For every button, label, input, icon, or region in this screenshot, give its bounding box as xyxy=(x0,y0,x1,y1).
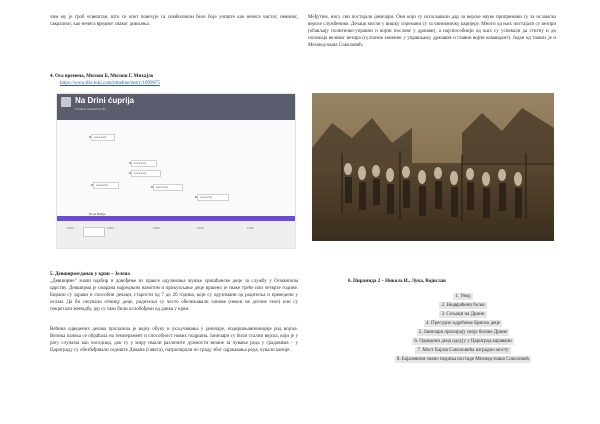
section-6-heading: 6. Пирамида 2 – Никола И., Лука, Војислав xyxy=(348,279,446,284)
timeline-subtitle: Timeline created by Mi... xyxy=(75,107,108,111)
toc-item[interactable]: 4. Пресудно одрећење Бриско деце xyxy=(425,321,501,326)
section-5-paragraph-2: Већина одведених дечака пролазила је војну обуку и укључивања у јаничаре, подвршњавиониције род војске. Велика пажња се обраћала на темперамент и способност нових подршна. Јаничари су били стални војска, који је у рату служила као поседица, док су у миру имали различите дужности везане за чување реда у градовима – у Цариграду су обезбеђивали седиште Дивана (савета), патролирали по граду због одржавања реда, чували капије. xyxy=(50,327,298,353)
timeline-header xyxy=(57,94,295,120)
section-5-paragraph-1: „Девширме" значи одабир и довођење из праксе одузимања мушке хришћанске деце за службу у Османском царству. Девширма је смарана најредњим намотом и прикупљање деце вршено је сваке треће или четврте године. Бирани су здрави и способни дечаци, старости од 7 до 20 година, који су одузимани од родитеља и преведени у ислам. Да би сачували отмицу деце, родитељи су често обележавали синове (некои не догоне телe) или су покретали женидбу, јер су тако били ослобођени од данка у крви. xyxy=(50,279,298,312)
toc-item[interactable]: 3. Сељаци на Дрини xyxy=(441,312,485,317)
table-of-contents xyxy=(377,293,549,365)
timeline-bar-label: Drina Bridge xyxy=(89,212,106,216)
timeline-screenshot xyxy=(56,93,296,249)
timeline-event[interactable]: event entry xyxy=(131,160,157,167)
toc-item[interactable]: 2. Недвраћени бољи xyxy=(441,303,485,308)
toc-item[interactable]: 5. Јаничари прохирају своје бегове Дрине xyxy=(418,330,508,335)
timeline-event[interactable]: event entry xyxy=(153,184,183,191)
timeline-event[interactable]: event entry xyxy=(91,134,115,141)
toc-item[interactable]: 6. Одведени деца одлују у Цариград каравани xyxy=(414,339,512,344)
section-4-heading: 4. Оса времена, Милош Б, Милош Г, Михајло xyxy=(50,74,154,79)
toc-item[interactable]: 8. Бајазевиом знано подиња постаде Мехмед-паша Соколовић xyxy=(396,357,530,362)
toc-item[interactable]: 1. Увод xyxy=(455,294,471,299)
timeline-body xyxy=(57,120,295,220)
right-column xyxy=(308,0,556,424)
timeline-title: Na Drini ćuprija xyxy=(75,96,135,105)
left-intro-paragraph: чим му је гроб освештан, што се опет повезује са симболиком беле боје уопште као нечега чистог, невиног, сакралног, као нечега вредног сваког дивљења. xyxy=(50,15,298,27)
timeline-event[interactable]: event entry xyxy=(131,170,161,177)
right-intro-paragraph: Међутим, нису сви постајали јаничари. Они који су испољавали дар за верске науке припремани су за исламско верске службенике. Дечаци могли у вишку спремани су за чиновничку каријеру. Многи од њих постајали су везири (обављају политичко-управни и војни послове у држави), а најспособнији од њих су успевали да стигну и до положаја великог везира (султанов заменик у управљању државом и главни војни командант). Један од таквих је и Мехмед-паша Соколовић. xyxy=(308,15,556,48)
left-column xyxy=(50,0,298,424)
toc-item[interactable]: 7. Мост Бајаза Соколовића изградио мосту xyxy=(417,348,509,353)
historical-photo xyxy=(312,93,554,241)
timeline-logo xyxy=(61,97,71,107)
timeline-tick: 1500 xyxy=(67,226,74,230)
timeline-tick: 1700 xyxy=(247,226,254,230)
section-5-heading: 5. Девширмe/данак у крви – Јелена xyxy=(50,272,130,277)
timeline-tick: 1600 xyxy=(153,226,160,230)
timeline-tick: 1550 xyxy=(107,226,114,230)
timeline-event[interactable]: event entry xyxy=(93,182,119,189)
section-4-link[interactable]: https://www.tiki-toki.com/timeline/entry/1099675 xyxy=(60,81,160,86)
timeline-tick: 1650 xyxy=(197,226,204,230)
timeline-event[interactable]: event entry xyxy=(197,194,229,201)
timeline-range-selector[interactable] xyxy=(83,227,105,237)
photo-janissaries-image xyxy=(312,93,554,241)
